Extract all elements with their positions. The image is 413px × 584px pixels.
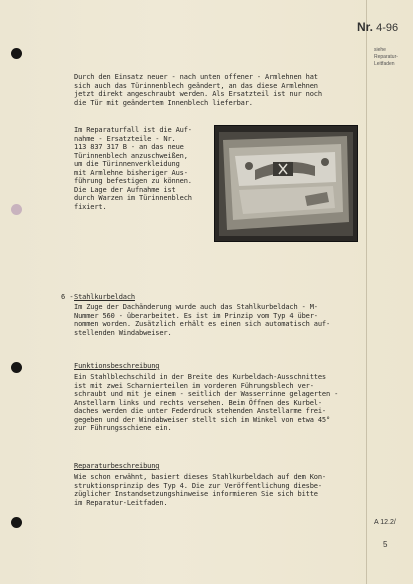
repair-case-paragraph: Im Reparaturfall ist die Auf- nahme - Ersatzteile - Nr. 113 837 317 B - an das neue Türinnenblech anzuschweißen, um die Türinnenverkleidung mit Armlehne bisheriger Aus- führung befestigen zu können. Die Lage der Aufnahme ist durch Warzen im Türinnenblech fixiert.	[74, 126, 192, 211]
repair-heading: Reparaturbeschreibung	[74, 462, 160, 470]
binder-hole	[11, 48, 22, 59]
side-reference: A 12.2/	[374, 519, 396, 526]
side-note	[374, 47, 412, 68]
section-title: Stahlkurbeldach	[74, 293, 135, 301]
function-paragraph: Ein Stahlblechschild in der Breite des Kurbeldach-Ausschnittes ist mit zwei Scharnierteilen im vorderen Führungsblech ver- schraubt und mit je einem - seitlich der Wasserrinne gelagerten - Anstellarm links und rechts versehen. Beim Öffnen des Kurbel- daches werden die unter Federdruck stehenden Anstellarme frei- gegeben und der Windabweiser stellt sich im Winkel von etwa 45° zur Führungsschiene ein.	[74, 373, 339, 432]
page-number	[357, 20, 398, 34]
side-note-line: Leitfaden	[374, 61, 395, 67]
footer-page-number: 5	[383, 540, 388, 549]
section-number: 6 -	[61, 293, 74, 301]
side-note-line: Reparatur-	[374, 54, 398, 60]
door-panel-photo	[214, 125, 358, 242]
intro-paragraph: Durch den Einsatz neuer - nach unten offener - Armlehnen hat sich auch das Türinnenblech geändert, an das diese Armlehnen jetzt direkt angeschraubt werden. Als Ersatzteil ist nur noch die Tür mit geändertem Innenblech lieferbar.	[74, 73, 322, 107]
section-paragraph: Im Zuge der Dachänderung wurde auch das Stahlkurbeldach - M- Nummer 560 - überarbeitet. Es ist im Prinzip vom Typ 4 über- nommen worden. Zusätzlich erhält es einen sich automatisch auf- stellenden Windabweiser.	[74, 303, 331, 337]
page-id: 4-96	[376, 22, 399, 34]
margin-divider	[366, 0, 367, 584]
side-note-line: siehe	[374, 47, 386, 53]
function-heading: Funktionsbeschreibung	[74, 362, 160, 370]
binder-hole	[11, 362, 22, 373]
repair-paragraph: Wie schon erwähnt, basiert dieses Stahlkurbeldach auf dem Kon- struktionsprinzip des Typ 4. Die zur Veröffentlichung diesbe- züglicher Instandsetzungshinweise informieren Sie sich bitte im Reparatur-Leitfaden.	[74, 473, 326, 507]
binder-hole	[11, 517, 22, 528]
nr-label: Nr.	[357, 20, 374, 34]
door-panel-image	[215, 126, 357, 241]
binder-hole	[11, 204, 22, 215]
